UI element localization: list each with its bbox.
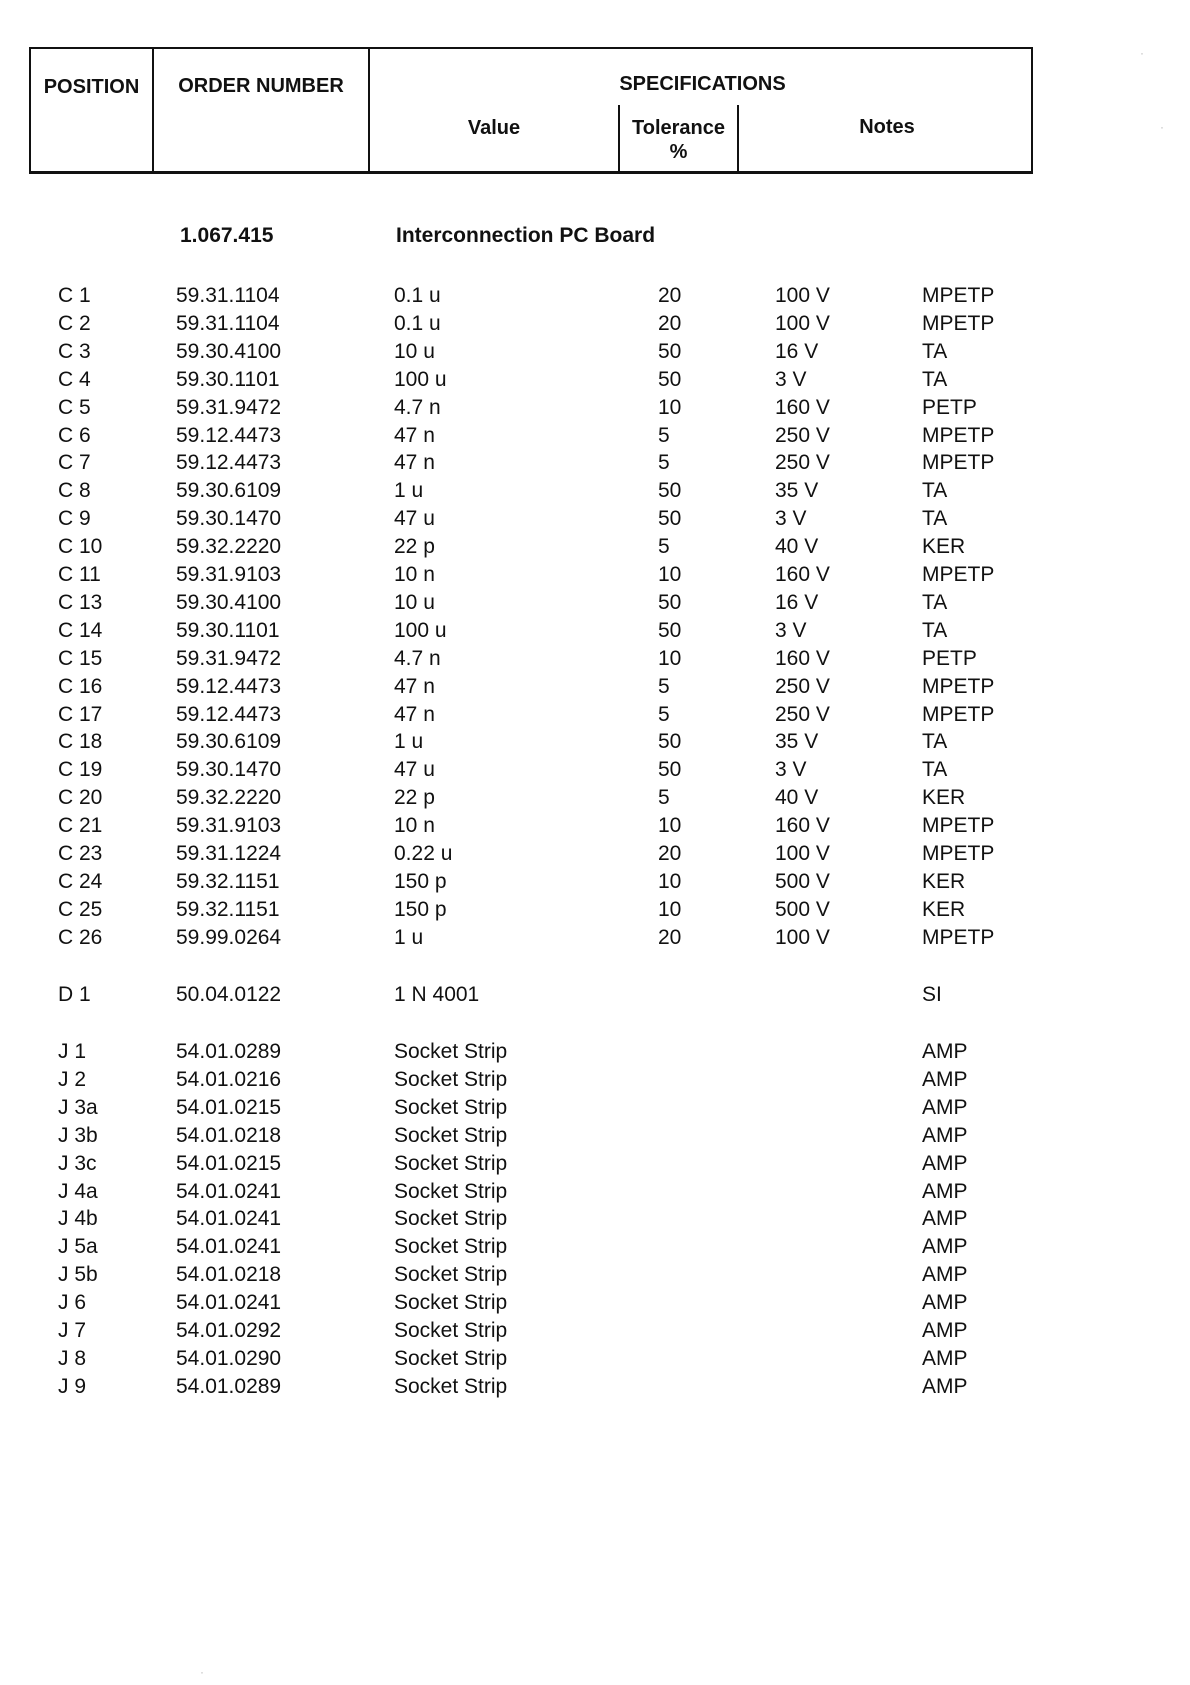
row-position: C 20 bbox=[58, 786, 103, 810]
table-row bbox=[0, 591, 1190, 617]
header-divider bbox=[152, 49, 154, 171]
row-position: J 8 bbox=[58, 1346, 87, 1370]
row-tolerance: 50 bbox=[658, 590, 682, 614]
table-row bbox=[0, 1207, 1190, 1233]
row-order-number: 59.30.6109 bbox=[176, 730, 282, 754]
row-type: TA bbox=[922, 730, 948, 754]
row-position: C 21 bbox=[58, 814, 103, 838]
row-type: AMP bbox=[922, 1179, 968, 1203]
row-type: AMP bbox=[922, 1235, 968, 1259]
row-value: 100 u bbox=[394, 618, 447, 642]
row-type: AMP bbox=[922, 1067, 968, 1091]
row-value: 150 p bbox=[394, 897, 447, 921]
table-row bbox=[0, 1068, 1190, 1094]
row-position: J 3a bbox=[58, 1095, 98, 1119]
row-tolerance: 50 bbox=[658, 758, 682, 782]
row-value: 1 u bbox=[394, 925, 424, 949]
row-voltage: 16 V bbox=[775, 590, 819, 614]
row-voltage: 160 V bbox=[775, 814, 830, 838]
row-order-number: 59.32.2220 bbox=[176, 786, 282, 810]
table-row bbox=[0, 983, 1190, 1009]
row-type: TA bbox=[922, 339, 948, 363]
table-row bbox=[0, 898, 1190, 924]
row-value: 0.22 u bbox=[394, 842, 453, 865]
row-type: AMP bbox=[922, 1319, 968, 1342]
row-tolerance: 5 bbox=[658, 535, 670, 559]
row-value: 4.7 n bbox=[394, 646, 441, 670]
row-value: 22 p bbox=[394, 535, 435, 559]
table-row bbox=[0, 814, 1190, 840]
row-type: AMP bbox=[922, 1123, 968, 1147]
row-type: TA bbox=[922, 367, 948, 391]
row-voltage: 40 V bbox=[775, 786, 819, 810]
row-tolerance: 10 bbox=[658, 869, 682, 893]
row-order-number: 59.31.1104 bbox=[176, 284, 280, 307]
row-type: AMP bbox=[922, 1291, 968, 1315]
row-order-number: 54.01.0241 bbox=[176, 1235, 282, 1259]
row-position: C 14 bbox=[58, 618, 103, 642]
row-type: AMP bbox=[922, 1263, 968, 1287]
row-order-number: 54.01.0215 bbox=[176, 1095, 282, 1119]
row-order-number: 59.30.1470 bbox=[176, 507, 282, 531]
row-voltage: 40 V bbox=[775, 535, 819, 559]
row-type: PETP bbox=[922, 646, 977, 670]
row-tolerance: 50 bbox=[658, 339, 682, 363]
row-order-number: 59.12.4473 bbox=[176, 702, 282, 726]
row-type: TA bbox=[922, 507, 948, 531]
row-order-number: 54.01.0290 bbox=[176, 1346, 282, 1370]
row-type: MPETP bbox=[922, 925, 995, 949]
row-value: Socket Strip bbox=[394, 1235, 508, 1259]
row-position: C 11 bbox=[58, 563, 101, 586]
row-type: TA bbox=[922, 479, 948, 503]
row-type: AMP bbox=[922, 1346, 968, 1370]
row-position: C 13 bbox=[58, 590, 103, 614]
row-tolerance: 10 bbox=[658, 563, 682, 586]
row-order-number: 59.12.4473 bbox=[176, 423, 282, 447]
row-type: KER bbox=[922, 897, 966, 921]
row-type: TA bbox=[922, 618, 948, 642]
row-order-number: 59.32.2220 bbox=[176, 535, 282, 559]
row-position: C 3 bbox=[58, 339, 91, 363]
row-voltage: 3 V bbox=[775, 758, 807, 782]
section-row bbox=[0, 224, 1190, 250]
row-order-number: 54.01.0216 bbox=[176, 1067, 282, 1091]
row-tolerance: 20 bbox=[658, 284, 682, 307]
row-type: MPETP bbox=[922, 451, 995, 475]
row-position: C 8 bbox=[58, 479, 91, 503]
row-position: J 4a bbox=[58, 1179, 98, 1203]
row-tolerance: 20 bbox=[658, 925, 682, 949]
table-row bbox=[0, 1040, 1190, 1066]
value-header: Value bbox=[467, 117, 521, 139]
row-value: 100 u bbox=[394, 367, 447, 391]
row-position: C 9 bbox=[58, 507, 91, 531]
row-position: C 24 bbox=[58, 869, 103, 893]
section-order-number: 1.067.415 bbox=[180, 224, 274, 247]
row-position: J 5b bbox=[58, 1263, 98, 1287]
table-row bbox=[0, 368, 1190, 394]
row-order-number: 54.01.0241 bbox=[176, 1207, 282, 1231]
row-value: Socket Strip bbox=[394, 1123, 508, 1147]
table-row bbox=[0, 926, 1190, 952]
row-type: MPETP bbox=[922, 674, 995, 698]
row-order-number: 54.01.0289 bbox=[176, 1040, 282, 1063]
row-voltage: 3 V bbox=[775, 367, 807, 391]
row-position: J 4b bbox=[58, 1207, 98, 1231]
row-position: C 4 bbox=[58, 367, 91, 391]
row-position: J 5a bbox=[58, 1235, 98, 1259]
row-type: MPETP bbox=[922, 284, 995, 307]
row-tolerance: 5 bbox=[658, 451, 670, 475]
row-voltage: 100 V bbox=[775, 925, 830, 949]
row-tolerance: 50 bbox=[658, 367, 682, 391]
table-row bbox=[0, 1319, 1190, 1345]
row-value: 150 p bbox=[394, 869, 447, 893]
row-value: 1 u bbox=[394, 730, 424, 754]
row-value: Socket Strip bbox=[394, 1067, 508, 1091]
table-row bbox=[0, 1096, 1190, 1122]
row-tolerance: 20 bbox=[658, 311, 682, 335]
row-order-number: 59.31.1224 bbox=[176, 842, 282, 865]
row-order-number: 54.01.0218 bbox=[176, 1123, 282, 1147]
row-voltage: 160 V bbox=[775, 395, 830, 419]
row-position: D 1 bbox=[58, 983, 91, 1006]
row-order-number: 59.12.4473 bbox=[176, 674, 282, 698]
row-order-number: 59.30.1101 bbox=[176, 618, 280, 642]
row-voltage: 100 V bbox=[775, 311, 830, 335]
row-value: 1 u bbox=[394, 479, 424, 503]
table-row bbox=[0, 396, 1190, 422]
row-tolerance: 50 bbox=[658, 618, 682, 642]
row-voltage: 3 V bbox=[775, 618, 807, 642]
table-row bbox=[0, 1124, 1190, 1150]
row-type: MPETP bbox=[922, 842, 995, 865]
row-position: C 23 bbox=[58, 842, 103, 865]
tolerance-header: Tolerance bbox=[632, 117, 725, 139]
table-row bbox=[0, 340, 1190, 366]
row-voltage: 500 V bbox=[775, 869, 830, 893]
row-type: AMP bbox=[922, 1095, 968, 1119]
row-position: J 7 bbox=[58, 1319, 87, 1342]
row-value: 47 n bbox=[394, 702, 435, 726]
section-title: Interconnection PC Board bbox=[396, 224, 656, 247]
header-divider bbox=[368, 49, 370, 171]
table-row bbox=[0, 535, 1190, 561]
table-row bbox=[0, 284, 1190, 310]
row-position: C 26 bbox=[58, 925, 103, 949]
row-position: J 3c bbox=[58, 1151, 97, 1175]
row-type: MPETP bbox=[922, 814, 995, 838]
table-row bbox=[0, 647, 1190, 673]
row-tolerance: 10 bbox=[658, 814, 682, 838]
specifications-header: SPECIFICATIONS bbox=[619, 73, 786, 95]
row-order-number: 59.31.9103 bbox=[176, 563, 282, 586]
row-position: C 7 bbox=[58, 451, 91, 475]
row-position: C 1 bbox=[58, 284, 91, 307]
table-row bbox=[0, 730, 1190, 756]
row-type: KER bbox=[922, 786, 966, 810]
row-order-number: 59.30.6109 bbox=[176, 479, 282, 503]
row-tolerance: 50 bbox=[658, 507, 682, 531]
row-voltage: 250 V bbox=[775, 423, 830, 447]
row-voltage: 100 V bbox=[775, 284, 830, 307]
row-type: SI bbox=[922, 983, 942, 1006]
row-tolerance: 5 bbox=[658, 423, 670, 447]
row-order-number: 54.01.0292 bbox=[176, 1319, 282, 1342]
row-value: 47 n bbox=[394, 674, 435, 698]
row-position: J 1 bbox=[58, 1040, 87, 1063]
table-row bbox=[0, 1375, 1190, 1401]
row-position: C 18 bbox=[58, 730, 103, 754]
table-row bbox=[0, 1235, 1190, 1261]
table-row bbox=[0, 1263, 1190, 1289]
row-tolerance: 5 bbox=[658, 674, 670, 698]
row-position: C 16 bbox=[58, 674, 103, 698]
row-order-number: 59.30.1470 bbox=[176, 758, 282, 782]
row-value: 4.7 n bbox=[394, 395, 441, 419]
row-position: J 6 bbox=[58, 1291, 87, 1315]
table-row bbox=[0, 563, 1190, 589]
row-value: 10 u bbox=[394, 590, 435, 614]
header-table bbox=[29, 47, 1033, 174]
row-type: AMP bbox=[922, 1207, 968, 1231]
row-type: MPETP bbox=[922, 563, 995, 586]
row-voltage: 35 V bbox=[775, 479, 819, 503]
row-tolerance: 10 bbox=[658, 897, 682, 921]
row-voltage: 250 V bbox=[775, 702, 830, 726]
row-type: KER bbox=[922, 869, 966, 893]
row-order-number: 59.99.0264 bbox=[176, 925, 282, 949]
table-row bbox=[0, 451, 1190, 477]
row-type: MPETP bbox=[922, 702, 995, 726]
row-value: 1 N 4001 bbox=[394, 983, 480, 1006]
row-type: AMP bbox=[922, 1151, 968, 1175]
tolerance-unit: % bbox=[669, 141, 688, 163]
row-order-number: 59.12.4473 bbox=[176, 451, 282, 475]
scan-mark: · bbox=[200, 1665, 204, 1679]
row-position: C 15 bbox=[58, 646, 103, 670]
table-row bbox=[0, 1180, 1190, 1206]
row-order-number: 59.30.4100 bbox=[176, 339, 282, 363]
table-row bbox=[0, 1291, 1190, 1317]
table-row bbox=[0, 507, 1190, 533]
row-order-number: 59.31.9103 bbox=[176, 814, 282, 838]
row-order-number: 50.04.0122 bbox=[176, 983, 282, 1006]
row-order-number: 59.31.9472 bbox=[176, 395, 282, 419]
row-value: 22 p bbox=[394, 786, 435, 810]
row-position: C 5 bbox=[58, 395, 91, 419]
row-position: J 9 bbox=[58, 1374, 87, 1398]
scan-mark: · bbox=[1140, 46, 1144, 60]
row-position: C 19 bbox=[58, 758, 103, 782]
row-order-number: 59.30.1101 bbox=[176, 367, 280, 391]
position-header: POSITION bbox=[43, 76, 140, 98]
row-order-number: 59.30.4100 bbox=[176, 590, 282, 614]
row-position: C 25 bbox=[58, 897, 103, 921]
notes-header: Notes bbox=[859, 116, 915, 138]
row-order-number: 54.01.0289 bbox=[176, 1374, 282, 1398]
row-voltage: 160 V bbox=[775, 646, 830, 670]
table-row bbox=[0, 758, 1190, 784]
row-voltage: 500 V bbox=[775, 897, 830, 921]
row-value: Socket Strip bbox=[394, 1179, 508, 1203]
row-voltage: 16 V bbox=[775, 339, 819, 363]
row-value: Socket Strip bbox=[394, 1095, 508, 1119]
row-tolerance: 50 bbox=[658, 730, 682, 754]
row-tolerance: 5 bbox=[658, 786, 670, 810]
table-row bbox=[0, 703, 1190, 729]
row-voltage: 160 V bbox=[775, 563, 830, 586]
row-value: Socket Strip bbox=[394, 1207, 508, 1231]
table-row bbox=[0, 870, 1190, 896]
row-tolerance: 20 bbox=[658, 842, 682, 865]
table-row bbox=[0, 1152, 1190, 1178]
row-value: 47 n bbox=[394, 423, 435, 447]
row-tolerance: 10 bbox=[658, 395, 682, 419]
row-value: 47 u bbox=[394, 507, 435, 531]
row-voltage: 250 V bbox=[775, 674, 830, 698]
row-order-number: 54.01.0215 bbox=[176, 1151, 282, 1175]
row-value: Socket Strip bbox=[394, 1291, 508, 1315]
row-value: Socket Strip bbox=[394, 1263, 508, 1287]
row-value: Socket Strip bbox=[394, 1346, 508, 1370]
row-voltage: 3 V bbox=[775, 507, 807, 531]
row-order-number: 59.32.1151 bbox=[176, 869, 280, 893]
row-value: 10 u bbox=[394, 339, 435, 363]
table-row bbox=[0, 1347, 1190, 1373]
row-voltage: 35 V bbox=[775, 730, 819, 754]
row-value: 47 n bbox=[394, 451, 435, 475]
table-row bbox=[0, 786, 1190, 812]
scan-mark: · bbox=[1160, 120, 1164, 134]
row-type: MPETP bbox=[922, 423, 995, 447]
row-value: 10 n bbox=[394, 563, 435, 586]
row-value: Socket Strip bbox=[394, 1040, 508, 1063]
row-value: 10 n bbox=[394, 814, 435, 838]
table-row bbox=[0, 312, 1190, 338]
row-tolerance: 10 bbox=[658, 646, 682, 670]
row-type: MPETP bbox=[922, 311, 995, 335]
row-voltage: 100 V bbox=[775, 842, 830, 865]
table-row bbox=[0, 619, 1190, 645]
row-position: J 2 bbox=[58, 1067, 87, 1091]
table-row bbox=[0, 479, 1190, 505]
row-value: 0.1 u bbox=[394, 284, 441, 307]
row-position: C 17 bbox=[58, 702, 103, 726]
row-position: C 10 bbox=[58, 535, 103, 559]
row-order-number: 54.01.0241 bbox=[176, 1179, 282, 1203]
table-row bbox=[0, 842, 1190, 868]
row-order-number: 59.31.9472 bbox=[176, 646, 282, 670]
row-type: AMP bbox=[922, 1040, 968, 1063]
row-value: Socket Strip bbox=[394, 1374, 508, 1398]
row-position: C 6 bbox=[58, 423, 91, 447]
row-value: Socket Strip bbox=[394, 1319, 508, 1342]
row-value: 0.1 u bbox=[394, 311, 441, 335]
row-order-number: 59.31.1104 bbox=[176, 311, 280, 335]
row-order-number: 54.01.0241 bbox=[176, 1291, 282, 1315]
row-position: J 3b bbox=[58, 1123, 98, 1147]
row-type: KER bbox=[922, 535, 966, 559]
row-tolerance: 50 bbox=[658, 479, 682, 503]
row-type: TA bbox=[922, 758, 948, 782]
row-position: C 2 bbox=[58, 311, 91, 335]
row-order-number: 54.01.0218 bbox=[176, 1263, 282, 1287]
row-value: Socket Strip bbox=[394, 1151, 508, 1175]
row-order-number: 59.32.1151 bbox=[176, 897, 280, 921]
row-tolerance: 5 bbox=[658, 702, 670, 726]
row-type: TA bbox=[922, 590, 948, 614]
table-row bbox=[0, 424, 1190, 450]
row-type: PETP bbox=[922, 395, 977, 419]
row-voltage: 250 V bbox=[775, 451, 830, 475]
table-row bbox=[0, 675, 1190, 701]
order-number-header: ORDER NUMBER bbox=[178, 75, 344, 97]
row-type: AMP bbox=[922, 1374, 968, 1398]
row-value: 47 u bbox=[394, 758, 435, 782]
